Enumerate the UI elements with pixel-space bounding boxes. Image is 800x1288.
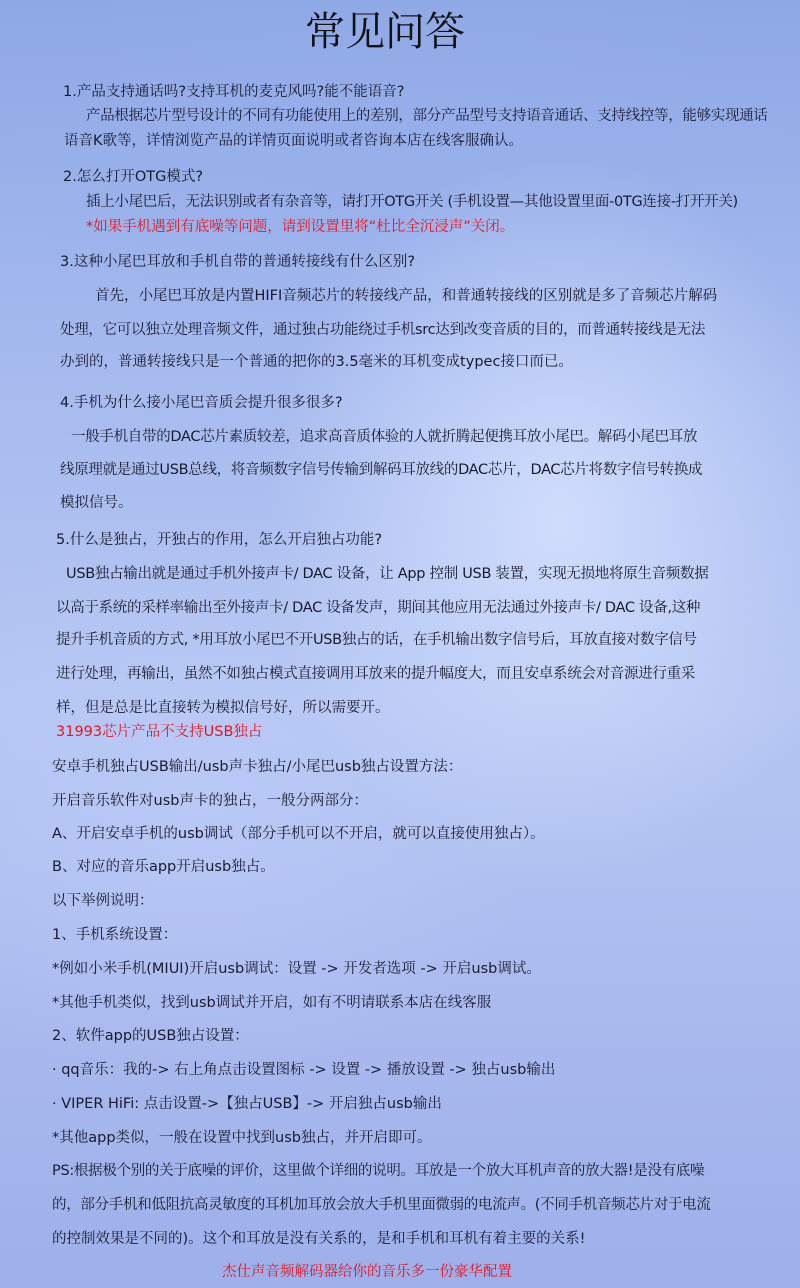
answer-5-line-1: USB独占输出就是通过手机外接声卡/ DAC 设备，让 App 控制 USB 装置，实现无损地将原生音频数据 xyxy=(66,566,709,582)
answer-5-note: 31993芯片产品不支持USB独占 xyxy=(56,724,263,740)
ps-line-3: 的控制效果是不同的)。这个和耳放是没有关系的，是和手机和耳机有着主要的关系! xyxy=(52,1231,586,1247)
question-3: 3.这种小尾巴耳放和手机自带的普通转接线有什么区别? xyxy=(60,254,416,270)
footer-slogan: 杰仕声音频解码器给你的音乐多一份豪华配置 xyxy=(222,1264,512,1280)
answer-2: 插上小尾巴后，无法识别或者有杂音等，请打开OTG开关 (手机设置—其他设置里面-0TG连接-打开开关) xyxy=(86,194,738,210)
answer-3-line-3: 办到的，普通转接线只是一个普通的把你的3.5毫米的耳机变成typec接口而已。 xyxy=(60,354,573,370)
answer-5-line-4: 进行处理，再输出，虽然不如独占模式直接调用耳放来的提升幅度大，而且安卓系统会对音源进行重采 xyxy=(56,666,695,682)
guide-line-2: 开启音乐软件对usb声卡的独占，一般分两部分： xyxy=(52,793,368,809)
guide-line-3: A、开启安卓手机的usb调试（部分手机可以不开启，就可以直接使用独占）。 xyxy=(52,826,545,842)
answer-1-line-1: 产品根据芯片型号设计的不同有功能使用上的差别，部分产品型号支持语音通话、支持线控等，能够实现通话 xyxy=(86,108,768,124)
answer-5-line-3: 提升手机音质的方式, *用耳放小尾巴不开USB独占的话，在手机输出数字信号后，耳放直接对数字信号 xyxy=(56,632,697,648)
answer-1-line-2: 语音K歌等，详情浏览产品的详情页面说明或者咨询本店在线客服确认。 xyxy=(64,133,524,149)
question-1: 1.产品支持通话吗?支持耳机的麦克风吗?能不能语音? xyxy=(63,84,405,100)
answer-4-line-3: 模拟信号。 xyxy=(60,495,133,511)
answer-5-line-5: 样，但是总是比直接转为模拟信号好，所以需要开。 xyxy=(56,700,390,716)
answer-4-line-1: 一般手机自带的DAC芯片素质较差，追求高音质体验的人就折腾起便携耳放小尾巴。解码小尾巴耳放 xyxy=(71,429,698,445)
guide-line-7: *例如小米手机(MIUI)开启usb调试：设置 -> 开发者选项 -> 开启usb调试。 xyxy=(52,961,541,977)
answer-5-line-2: 以高于系统的采样率输出至外接声卡/ DAC 设备发声，期间其他应用无法通过外接声卡/ DAC 设备,这种 xyxy=(56,600,701,616)
question-4: 4.手机为什么接小尾巴音质会提升很多很多? xyxy=(60,395,343,411)
answer-3-line-2: 处理，它可以独立处理音频文件，通过独占功能绕过手机src达到改变音质的目的，而普通转接线是无法 xyxy=(60,322,706,338)
guide-line-6: 1、手机系统设置： xyxy=(52,927,178,943)
guide-line-11: · VIPER HiFi: 点击设置->【独占USB】-> 开启独占usb输出 xyxy=(52,1096,442,1112)
guide-line-12: *其他app类似，一般在设置中找到usb独占，并开启即可。 xyxy=(52,1130,432,1146)
answer-2-warning: *如果手机遇到有底噪等问题，请到设置里将“杜比全沉浸声”关闭。 xyxy=(86,219,515,235)
question-5: 5.什么是独占，开独占的作用，怎么开启独占功能? xyxy=(56,532,383,548)
guide-line-8: *其他手机类似，找到usb调试并开启，如有不明请联系本店在线客服 xyxy=(52,995,492,1011)
ps-line-2: 的，部分手机和低阻抗高灵敏度的耳机加耳放会放大手机里面微弱的电流声。(不同手机音频芯片对于电流 xyxy=(52,1197,711,1213)
guide-line-1: 安卓手机独占USB输出/usb声卡独占/小尾巴usb独占设置方法： xyxy=(52,759,463,775)
answer-4-line-2: 线原理就是通过USB总线，将音频数字信号传输到解码耳放线的DAC芯片，DAC芯片将数字信号转换成 xyxy=(60,462,703,478)
ps-line-1: PS:根据极个别的关于底噪的评价，这里做个详细的说明。耳放是一个放大耳机声音的放大器!是没有底噪 xyxy=(52,1163,705,1179)
answer-3-line-1: 首先，小尾巴耳放是内置HIFI音频芯片的转接线产品，和普通转接线的区别就是多了音频芯片解码 xyxy=(95,288,718,304)
page-title: 常见问答 xyxy=(305,9,465,55)
guide-line-10: · qq音乐：我的-> 右上角点击设置图标 -> 设置 -> 播放设置 -> 独占usb输出 xyxy=(52,1062,556,1078)
guide-line-4: B、对应的音乐app开启usb独占。 xyxy=(52,859,275,875)
guide-line-9: 2、软件app的USB独占设置： xyxy=(52,1028,249,1044)
guide-line-5: 以下举例说明： xyxy=(52,893,154,909)
question-2: 2.怎么打开OTG模式? xyxy=(63,169,204,185)
